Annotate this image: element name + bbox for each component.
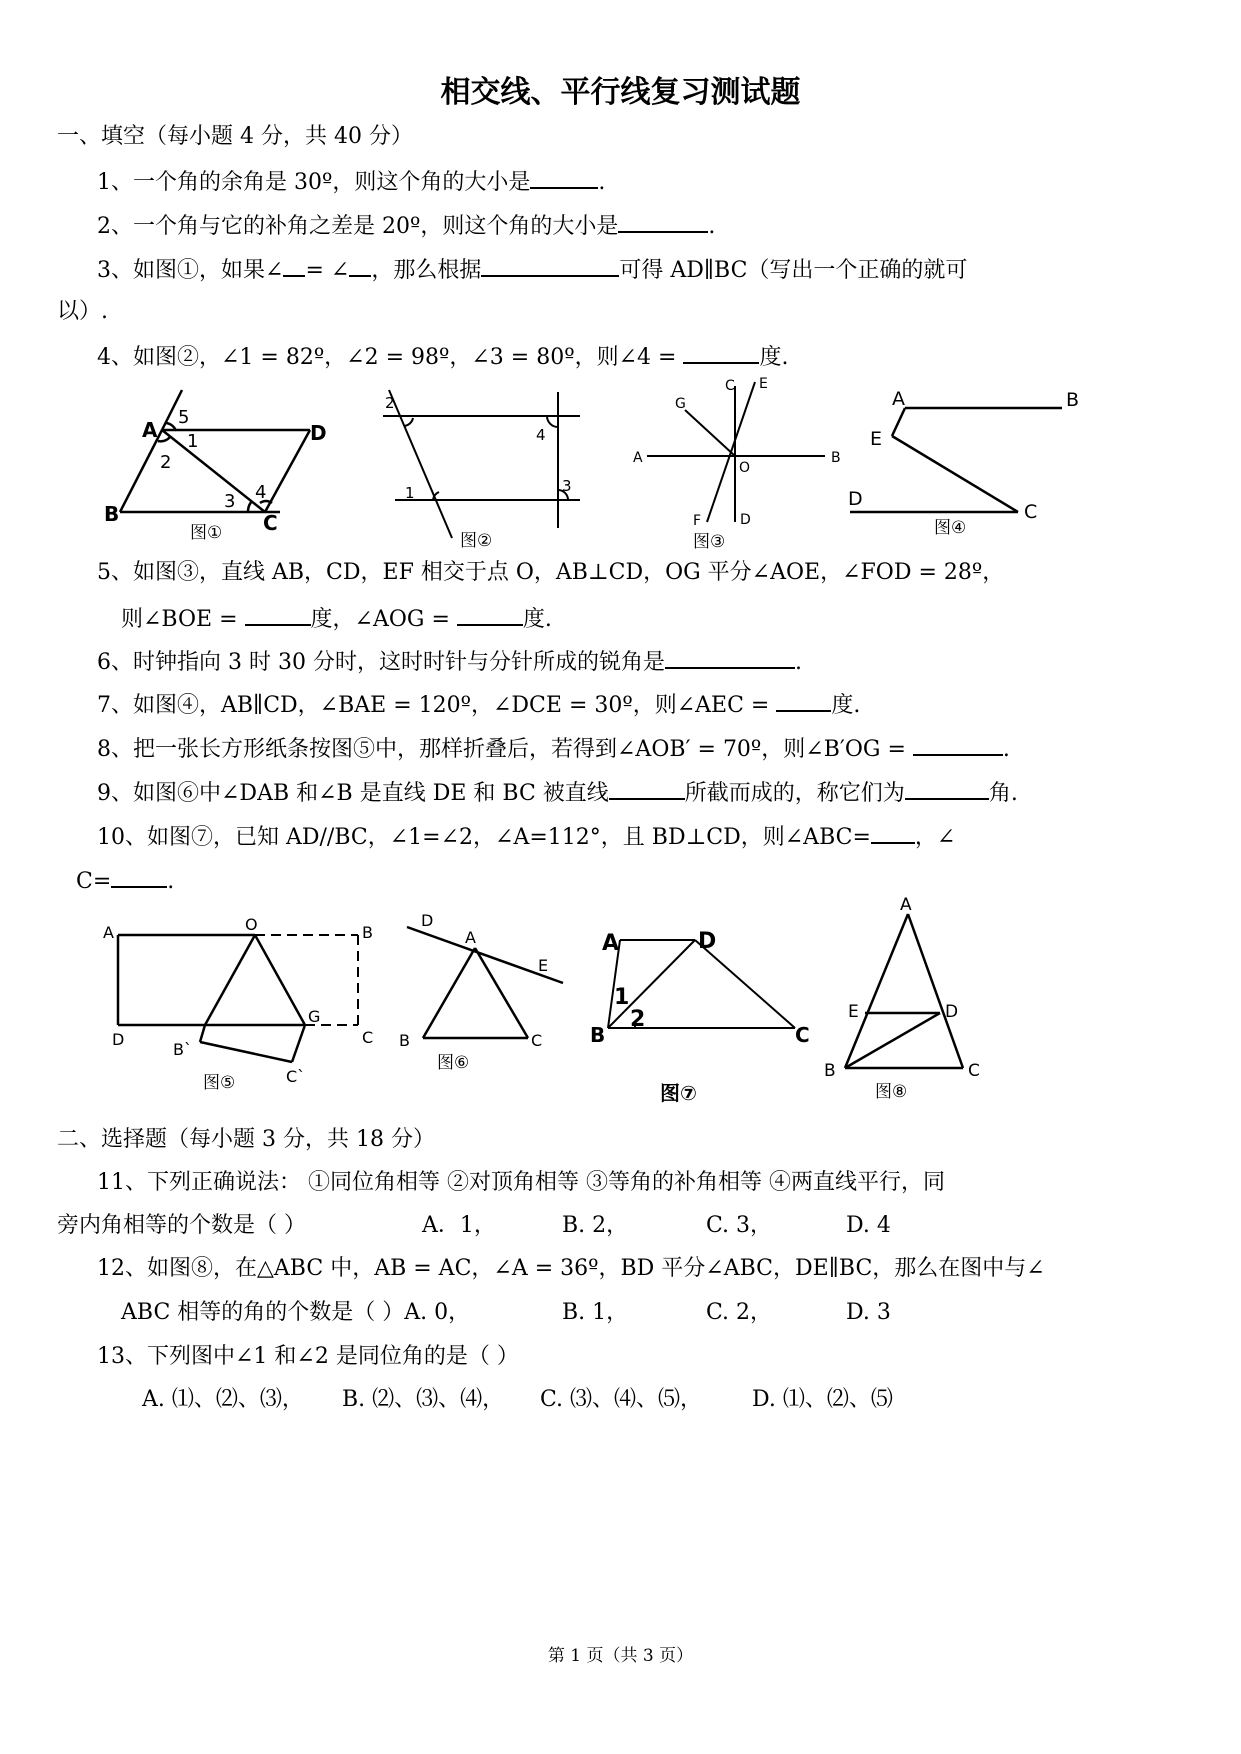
f4-label-b: B bbox=[1066, 389, 1080, 411]
question-4 bbox=[97, 342, 788, 371]
f6-label-e: E bbox=[538, 956, 549, 975]
q3-text-b: = ∠ bbox=[305, 258, 350, 283]
q5-blank-2[interactable] bbox=[457, 604, 523, 626]
q6-blank[interactable] bbox=[665, 647, 795, 669]
f7-label-d: D bbox=[698, 929, 717, 954]
q2-blank[interactable] bbox=[618, 211, 708, 233]
q3-blank-2[interactable] bbox=[349, 255, 371, 277]
f7-label-a: A bbox=[602, 931, 620, 956]
q5-text-d: 度. bbox=[522, 607, 552, 632]
f1-label-1: 1 bbox=[187, 431, 199, 452]
f2-label-2: 2 bbox=[385, 394, 395, 412]
f2-label-1: 1 bbox=[405, 484, 415, 502]
f3-label-b: B bbox=[831, 450, 841, 466]
f5-caption: 图⑤ bbox=[203, 1073, 236, 1093]
q10-text-c: C= bbox=[76, 869, 112, 894]
q4-end: 度. bbox=[759, 345, 789, 370]
f8-label-d: D bbox=[945, 1002, 959, 1022]
f4-label-a: A bbox=[892, 388, 905, 410]
q9-text-c: 角. bbox=[988, 781, 1018, 806]
q10-text-a: 10、如图⑦，已知 AD//BC，∠1=∠2，∠A=112°，且 BD⊥CD，则∠ABC= bbox=[97, 825, 871, 850]
f6-label-d: D bbox=[421, 911, 434, 930]
question-9 bbox=[97, 778, 1018, 807]
q9-text-b: 所截而成的，称它们为 bbox=[684, 781, 905, 806]
f3-label-e: E bbox=[759, 376, 768, 392]
q10-text-b: ，∠ bbox=[914, 825, 956, 850]
q7-blank[interactable] bbox=[776, 690, 831, 712]
q9-blank-2[interactable] bbox=[905, 778, 989, 800]
f1-label-4: 4 bbox=[255, 482, 267, 503]
f5-label-c-prime: C` bbox=[286, 1067, 306, 1086]
q3-text-a: 3、如图①，如果∠ bbox=[97, 258, 284, 283]
f4-label-e: E bbox=[870, 428, 883, 450]
q13-option-c[interactable]: C. ⑶、⑷、⑸， bbox=[540, 1387, 703, 1412]
q2-end: . bbox=[708, 214, 716, 239]
q9-text-a: 9、如图⑥中∠DAB 和∠B 是直线 DE 和 BC 被直线 bbox=[97, 781, 609, 806]
page-footer: 第 1 页（共 3 页） bbox=[547, 1646, 694, 1666]
figure-8 bbox=[820, 890, 1020, 1110]
f5-label-c: C bbox=[362, 1028, 374, 1047]
f2-label-4: 4 bbox=[536, 426, 546, 444]
f7-caption: 图⑦ bbox=[660, 1081, 697, 1105]
question-3 bbox=[97, 255, 967, 284]
question-7 bbox=[97, 690, 860, 719]
q11-option-a[interactable]: A．1， bbox=[422, 1213, 496, 1238]
question-12: 12、如图⑧，在△ABC 中，AB = AC，∠A = 36º，BD 平分∠ABC，DE∥BC，那么在图中与∠ bbox=[97, 1256, 1045, 1281]
f3-label-d: D bbox=[740, 512, 751, 528]
f5-label-g: G bbox=[308, 1007, 321, 1026]
q12-option-b[interactable]: B. 1， bbox=[562, 1300, 629, 1325]
f3-label-c: C bbox=[725, 378, 735, 394]
q8-end: . bbox=[1002, 737, 1010, 762]
f4-label-c: C bbox=[1024, 501, 1038, 523]
f6-caption: 图⑥ bbox=[437, 1053, 470, 1073]
question-12-stem[interactable]: ABC 相等的角的个数是（ ）A. 0， bbox=[121, 1300, 471, 1325]
f8-label-a: A bbox=[900, 895, 912, 915]
f8-caption: 图⑧ bbox=[875, 1082, 908, 1102]
f2-label-3: 3 bbox=[562, 477, 572, 495]
f1-label-a: A bbox=[142, 418, 158, 442]
question-8 bbox=[97, 734, 1010, 763]
section-fill-in-heading: 一、填空（每小题 4 分，共 40 分） bbox=[57, 124, 413, 149]
q5-text-b: 则∠BOE = bbox=[121, 607, 238, 632]
figure-4 bbox=[840, 385, 1080, 550]
q3-text-d: 可得 AD∥BC（写出一个正确的就可 bbox=[619, 258, 968, 283]
question-10-continued bbox=[76, 866, 174, 895]
f1-label-5: 5 bbox=[178, 407, 190, 428]
q1-end: . bbox=[598, 170, 606, 195]
q6-text: 6、时钟指向 3 时 30 分时，这时时针与分针所成的锐角是 bbox=[97, 650, 665, 675]
question-6 bbox=[97, 647, 802, 676]
f1-label-b: B bbox=[104, 502, 120, 526]
question-2 bbox=[97, 211, 715, 240]
f6-label-a: A bbox=[465, 928, 476, 947]
f5-label-d: D bbox=[112, 1030, 125, 1049]
q3-blank-3[interactable] bbox=[481, 255, 619, 277]
f8-label-c: C bbox=[968, 1061, 980, 1081]
q10-blank-1[interactable] bbox=[871, 822, 915, 844]
f5-label-o: O bbox=[245, 915, 258, 934]
f1-label-c: C bbox=[263, 511, 278, 535]
question-5: 5、如图③，直线 AB，CD，EF 相交于点 O，AB⊥CD，OG 平分∠AOE，∠FOD = 28º， bbox=[97, 560, 1005, 585]
q12-option-d[interactable]: D. 3 bbox=[846, 1300, 891, 1325]
q7-text: 7、如图④，AB∥CD，∠BAE = 120º，∠DCE = 30º，则∠AEC = bbox=[97, 693, 770, 718]
f6-label-c: C bbox=[531, 1031, 543, 1050]
f2-caption: 图② bbox=[460, 531, 493, 551]
f3-caption: 图③ bbox=[693, 532, 726, 552]
f3-label-a: A bbox=[633, 450, 643, 466]
f7-label-2: 2 bbox=[630, 1007, 646, 1032]
q2-text: 2、一个角与它的补角之差是 20º，则这个角的大小是 bbox=[97, 214, 619, 239]
q10-blank-2[interactable] bbox=[111, 866, 167, 888]
q1-blank[interactable] bbox=[530, 167, 598, 189]
f6-label-b: B bbox=[399, 1031, 410, 1050]
q1-text: 1、一个角的余角是 30º，则这个角的大小是 bbox=[97, 170, 531, 195]
q7-end: 度. bbox=[831, 693, 861, 718]
f8-label-b: B bbox=[824, 1061, 836, 1081]
q11-option-b[interactable]: B. 2， bbox=[562, 1213, 629, 1238]
q8-text: 8、把一张长方形纸条按图⑤中，那样折叠后，若得到∠AOB′ = 70º，则∠B′OG = bbox=[97, 737, 906, 762]
q12-option-c[interactable]: C. 2， bbox=[706, 1300, 773, 1325]
question-1 bbox=[97, 167, 605, 196]
f1-label-3: 3 bbox=[224, 491, 236, 512]
f3-label-f: F bbox=[693, 513, 702, 529]
q5-blank-1[interactable] bbox=[245, 604, 311, 626]
figure-6 bbox=[395, 905, 575, 1080]
page-title: 相交线、平行线复习测试题 bbox=[440, 75, 801, 110]
q6-end: . bbox=[794, 650, 802, 675]
f7-label-1: 1 bbox=[614, 985, 630, 1010]
f5-label-a: A bbox=[103, 923, 114, 942]
q11-option-d[interactable]: D. 4 bbox=[846, 1213, 891, 1238]
f5-label-b-prime: B` bbox=[173, 1040, 192, 1059]
f1-label-2: 2 bbox=[160, 452, 172, 473]
figure-3 bbox=[625, 372, 845, 552]
figure-7 bbox=[590, 918, 830, 1108]
q11-option-c[interactable]: C. 3， bbox=[706, 1213, 773, 1238]
q4-text: 4、如图②，∠1 = 82º，∠2 = 98º，∠3 = 80º，则∠4 = bbox=[97, 345, 677, 370]
figure-5 bbox=[100, 910, 390, 1100]
f4-label-d: D bbox=[848, 488, 863, 510]
f4-caption: 图④ bbox=[934, 518, 967, 538]
f1-caption: 图① bbox=[190, 523, 223, 543]
question-5-continued bbox=[121, 604, 552, 633]
q4-blank[interactable] bbox=[683, 342, 759, 364]
f8-label-e: E bbox=[848, 1002, 859, 1022]
q5-text-c: 度，∠AOG = bbox=[310, 607, 450, 632]
q13-option-b[interactable]: B. ⑵、⑶、⑷， bbox=[342, 1387, 505, 1412]
f3-label-g: G bbox=[675, 396, 686, 412]
q13-option-d[interactable]: D. ⑴、⑵、⑸ bbox=[752, 1387, 893, 1412]
f3-label-o: O bbox=[739, 460, 751, 476]
f5-label-b: B bbox=[362, 923, 373, 942]
q10-text-d: . bbox=[167, 869, 175, 894]
f7-label-b: B bbox=[590, 1023, 606, 1047]
q13-option-a[interactable]: A. ⑴、⑵、⑶， bbox=[142, 1387, 304, 1412]
f1-label-d: D bbox=[310, 421, 327, 445]
figure-2 bbox=[375, 388, 590, 553]
question-11: 11、下列正确说法： ①同位角相等 ②对顶角相等 ③等角的补角相等 ④两直线平行，同 bbox=[97, 1170, 945, 1195]
q8-blank[interactable] bbox=[913, 734, 1003, 756]
question-11-stem: 旁内角相等的个数是（ ） bbox=[57, 1213, 306, 1238]
section-choice-heading: 二、选择题（每小题 3 分，共 18 分） bbox=[57, 1127, 435, 1152]
question-10 bbox=[97, 822, 955, 851]
q3-blank-1[interactable] bbox=[283, 255, 305, 277]
f7-label-c: C bbox=[795, 1023, 810, 1047]
question-13: 13、下列图中∠1 和∠2 是同位角的是（ ） bbox=[97, 1344, 519, 1369]
q9-blank-1[interactable] bbox=[609, 778, 685, 800]
q3-text-c: ，那么根据 bbox=[371, 258, 482, 283]
figure-1 bbox=[100, 385, 340, 545]
question-3-continued: 以）. bbox=[57, 299, 108, 324]
